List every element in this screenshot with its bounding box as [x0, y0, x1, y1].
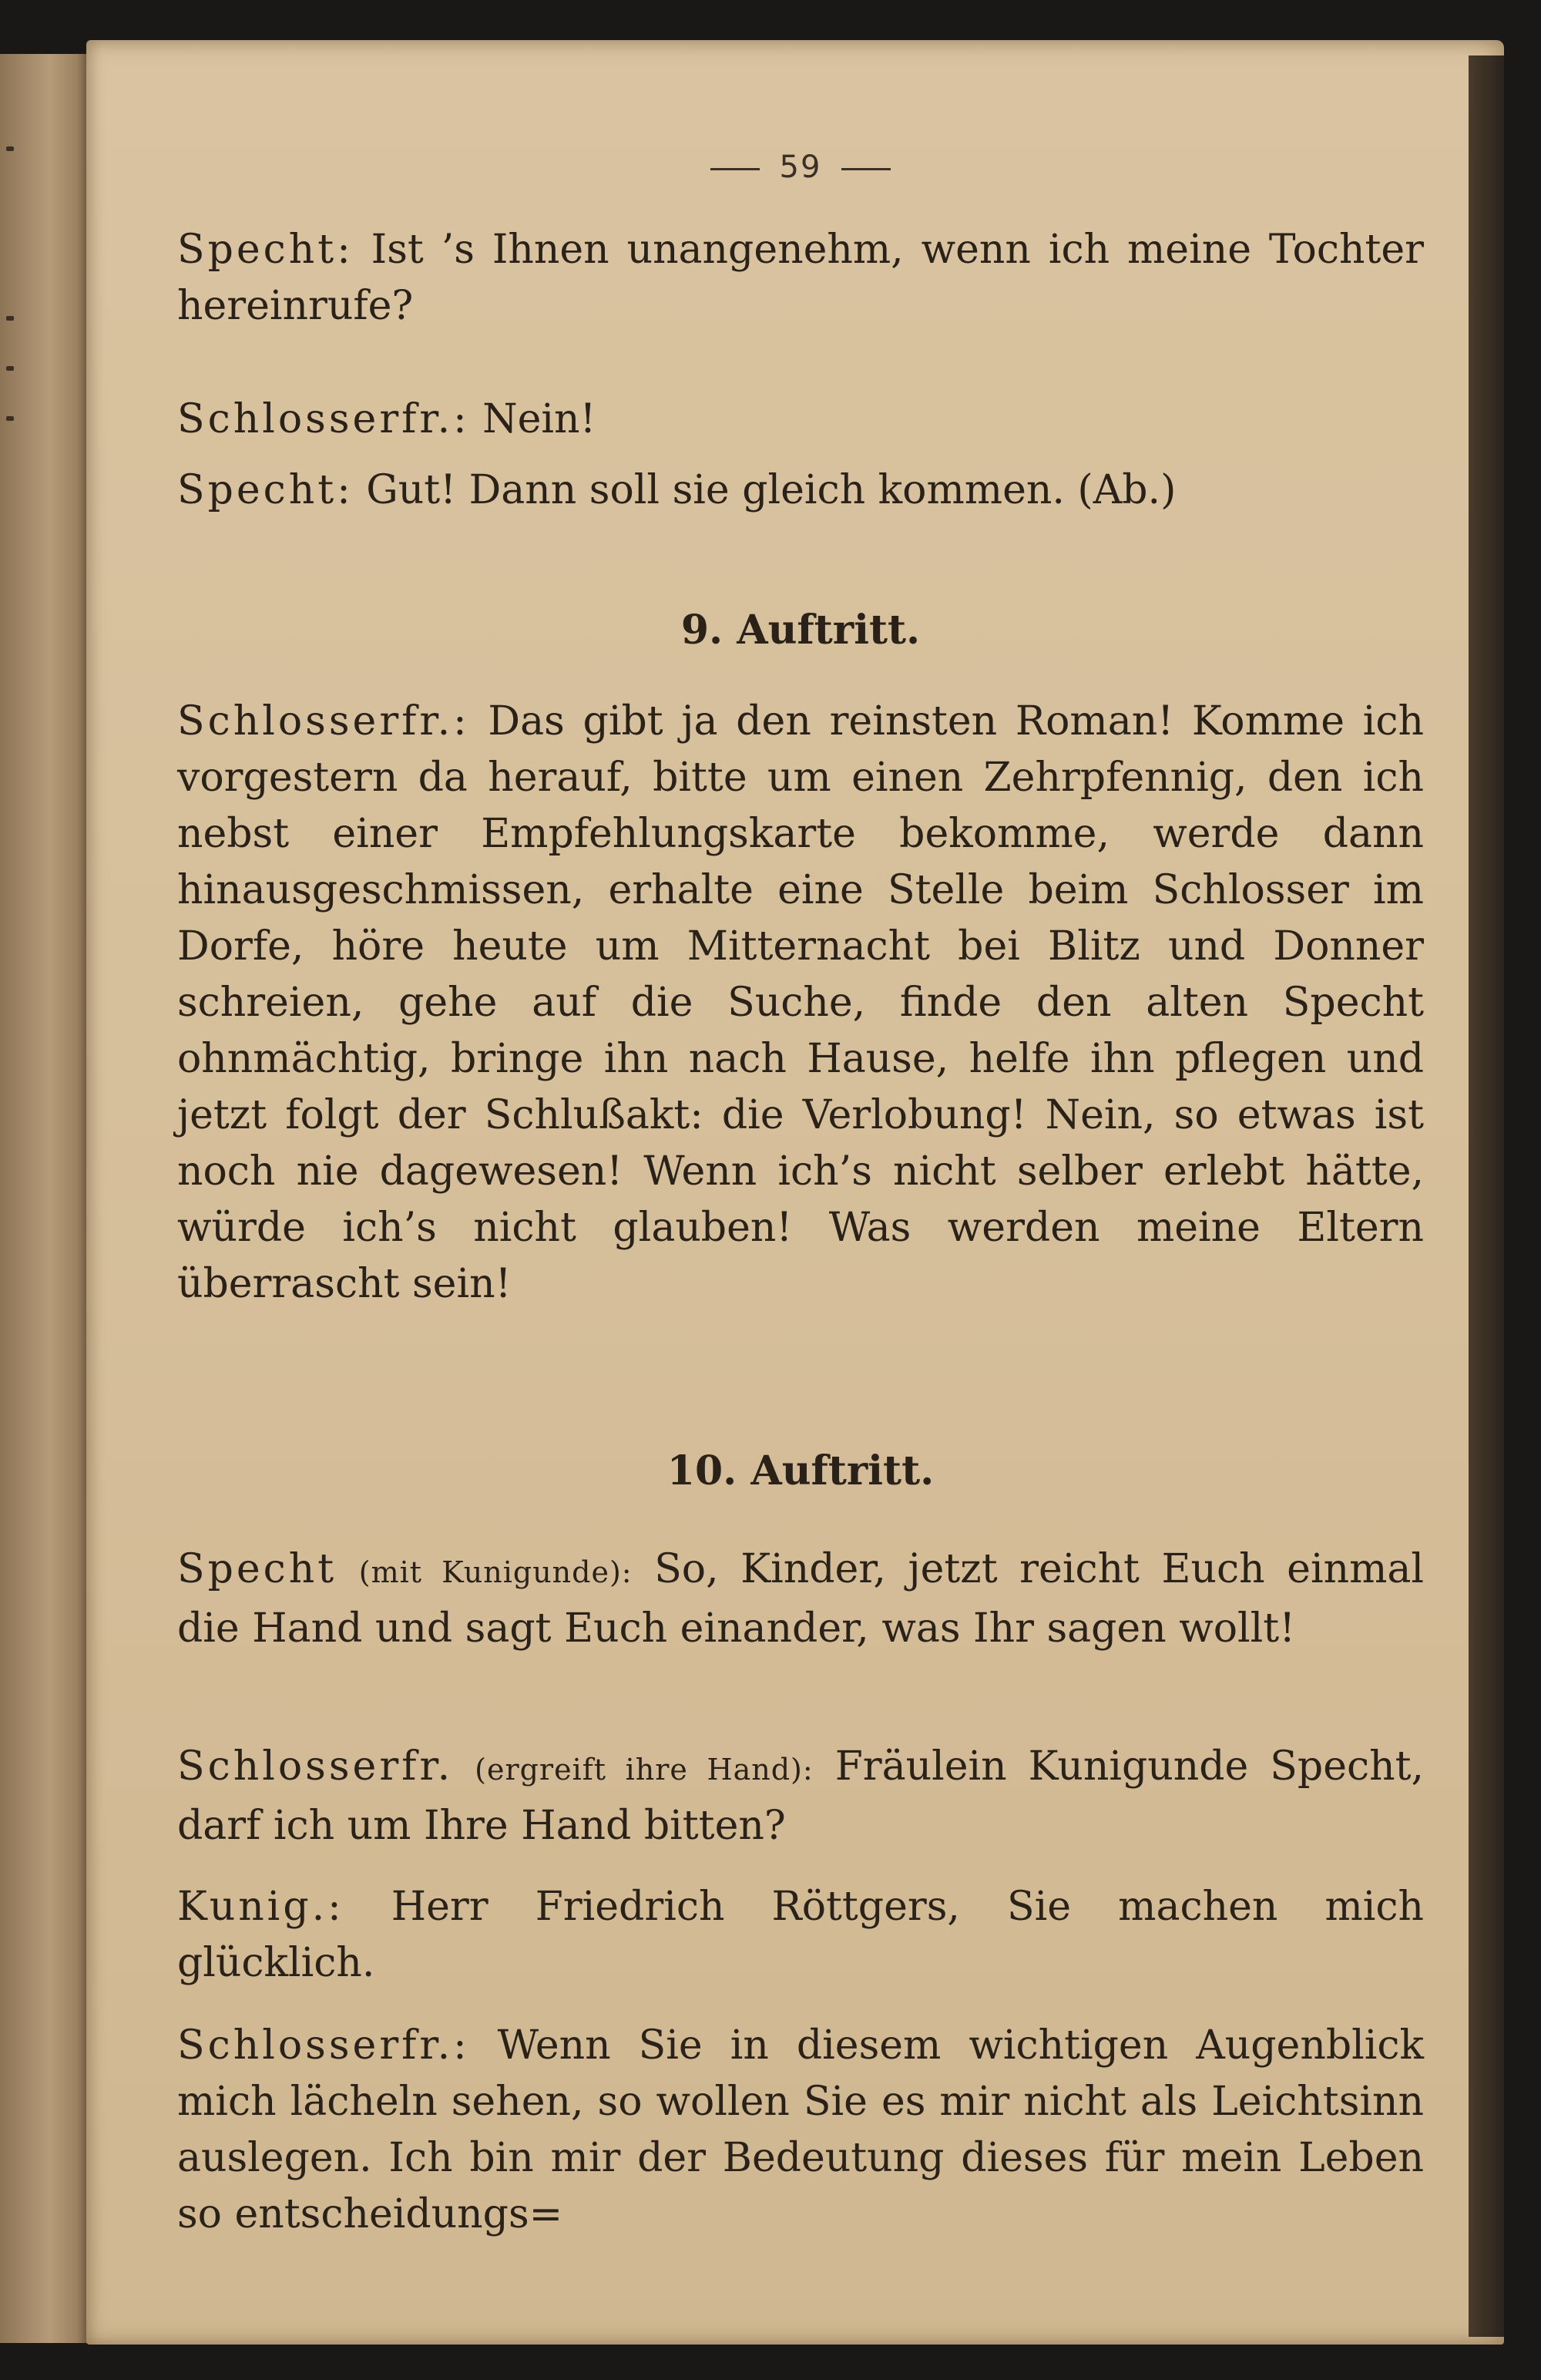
- speech-block: [177, 2018, 1424, 2243]
- page-mark: [6, 416, 14, 421]
- speaker-name: Specht:: [177, 227, 354, 273]
- book-page: [86, 40, 1504, 2345]
- speech-text: Das gibt ja den reinsten Roman! Komme ich vorgestern da herauf, bitte um einen Zehrpfennig, den ich nebst einer Empfehlungskarte bekomme, werde dann hinausgeschmissen, erhalte eine Stelle beim Schlosser im Dorfe, höre heute um Mitternacht bei Blitz und Donner schreien, gehe auf die Suche, finde den alten Specht ohnmächtig, bringe ihn nach Hause, helfe ihn pflegen und jetzt folgt der Schlußakt: die Verlobung! Nein, so etwas ist noch nie dagewesen! Wenn ich’s nicht selber erlebt hätte, würde ich’s nicht glauben! Was werden meine Eltern überrascht sein!: [177, 698, 1424, 1307]
- speech-text: Wenn Sie in diesem wichtigen Augenblick mich lächeln sehen, so wollen Sie es mir nicht als Leichtsinn auslegen. Ich bin mir der Bedeutung dieses für mein Leben so entscheidungs=: [177, 2022, 1425, 2237]
- speech-block: [177, 694, 1424, 1313]
- page-number-value: 59: [779, 150, 822, 185]
- page-number: [177, 150, 1424, 185]
- speaker-name: Kunig.:: [177, 1884, 344, 1930]
- speaker-name: Schlosserfr.:: [177, 396, 470, 442]
- speech-text: Herr Friedrich Röttgers, Sie machen mich glücklich.: [177, 1884, 1424, 1986]
- speech-block: [177, 222, 1424, 334]
- speech-block: [177, 462, 1424, 519]
- stage-direction: (mit Kunigunde):: [358, 1555, 633, 1589]
- page-mark: [6, 316, 14, 321]
- speech-text: So, Kinder, jetzt reicht Euch einmal die Hand und sagt Euch einander, was Ihr sagen wollt!: [177, 1546, 1425, 1652]
- speaker-name: Specht:: [177, 467, 354, 513]
- speech-text: Ist ’s Ihnen unangenehm, wenn ich meine Tochter hereinrufe?: [177, 227, 1425, 329]
- speech-text: Fräulein Kunigunde Specht, darf ich um Ihre Hand bitten?: [177, 1743, 1425, 1849]
- speaker-name: Schlosserfr.:: [177, 2022, 470, 2069]
- page-mark: [6, 146, 14, 151]
- speech-block: [177, 1541, 1424, 1657]
- speaker-name: Schlosserfr.: [177, 1743, 454, 1790]
- page-spine-edge: [1469, 55, 1504, 2337]
- speech-text: Nein!: [482, 396, 596, 442]
- page-mark: [6, 366, 14, 371]
- scene-heading: 9. Auftritt.: [680, 607, 921, 654]
- speech-block: [177, 392, 1424, 448]
- scene-heading: 10. Auftritt.: [666, 1447, 935, 1494]
- speech-text: Gut! Dann soll sie gleich kommen. (Ab.): [366, 467, 1177, 513]
- speech-block: [177, 1879, 1424, 1992]
- previous-page-edge: [0, 54, 91, 2343]
- page-number-dash: [841, 168, 891, 170]
- speech-block: [177, 1739, 1424, 1854]
- page-number-dash: [710, 168, 760, 170]
- speaker-name: Schlosserfr.:: [177, 698, 470, 745]
- stage-direction: (ergreift ihre Hand):: [475, 1753, 814, 1787]
- speaker-name: Specht: [177, 1546, 337, 1592]
